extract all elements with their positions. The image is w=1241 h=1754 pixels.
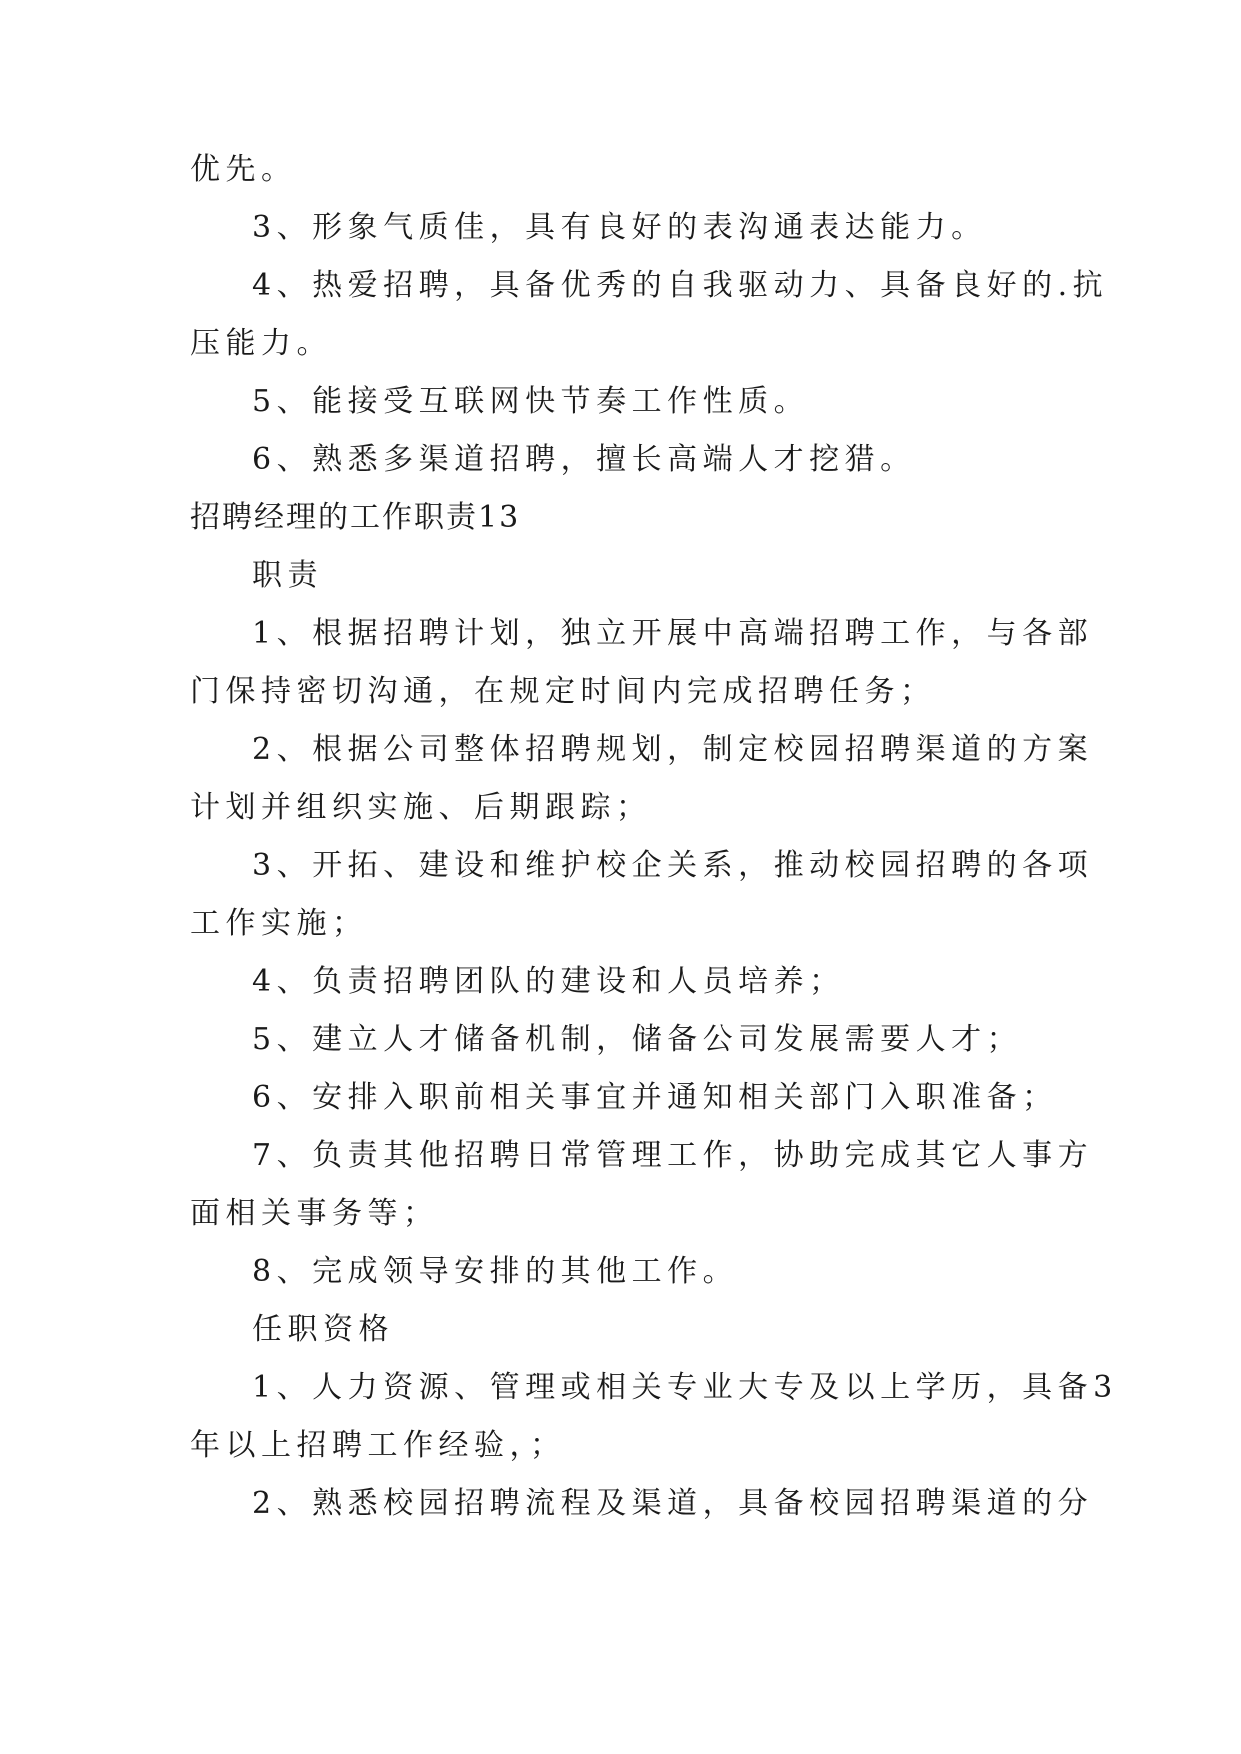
text-line: 5、建立人才储备机制，储备公司发展需要人才； bbox=[252, 1022, 1023, 1057]
text-line: 1、人力资源、管理或相关专业大专及以上学历，具备3 bbox=[252, 1370, 1118, 1405]
text-line: 8、完成领导安排的其他工作。 bbox=[252, 1254, 739, 1289]
text-line: 工作实施； bbox=[190, 906, 368, 941]
subsection-heading: 职责 bbox=[252, 558, 323, 593]
text-line: 4、负责招聘团队的建设和人员培养； bbox=[252, 964, 845, 999]
text-line: 压能力。 bbox=[190, 326, 332, 361]
text-line: 3、形象气质佳，具有良好的表沟通表达能力。 bbox=[252, 210, 987, 245]
text-line: 2、根据公司整体招聘规划，制定校园招聘渠道的方案 bbox=[252, 732, 1094, 767]
text-line: 7、负责其他招聘日常管理工作，协助完成其它人事方 bbox=[252, 1138, 1094, 1173]
text-line: 4、热爱招聘，具备优秀的自我驱动力、具备良好的.抗 bbox=[252, 268, 1109, 303]
text-line: 优先。 bbox=[190, 152, 297, 187]
text-line: 5、能接受互联网快节奏工作性质。 bbox=[252, 384, 810, 419]
text-line: 2、熟悉校园招聘流程及渠道，具备校园招聘渠道的分 bbox=[252, 1486, 1094, 1521]
text-line: 年以上招聘工作经验，； bbox=[190, 1428, 566, 1463]
section-heading: 招聘经理的工作职责13 bbox=[190, 500, 521, 535]
text-line: 门保持密切沟通，在规定时间内完成招聘任务； bbox=[190, 674, 936, 709]
text-line: 1、根据招聘计划，独立开展中高端招聘工作，与各部 bbox=[252, 616, 1094, 651]
text-line: 6、安排入职前相关事宜并通知相关部门入职准备； bbox=[252, 1080, 1058, 1115]
text-line: 3、开拓、建设和维护校企关系，推动校园招聘的各项 bbox=[252, 848, 1094, 883]
subsection-heading: 任职资格 bbox=[252, 1312, 394, 1347]
text-line: 面相关事务等； bbox=[190, 1196, 439, 1231]
text-line: 6、熟悉多渠道招聘，擅长高端人才挖猎。 bbox=[252, 442, 916, 477]
text-line: 计划并组织实施、后期跟踪； bbox=[190, 790, 652, 825]
